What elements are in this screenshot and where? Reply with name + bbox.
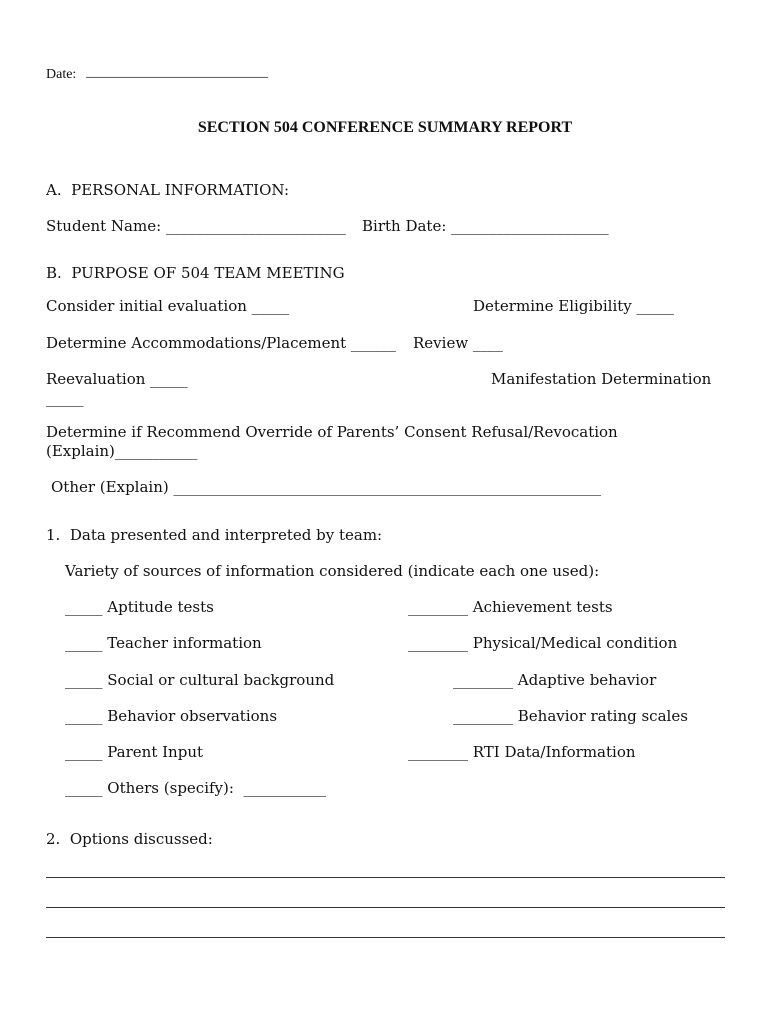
others-specify-check[interactable]: _____ Others (specify): ___________ xyxy=(65,779,326,797)
student-name-field[interactable]: Student Name: ________________________ xyxy=(46,217,346,235)
behavior-observations-check[interactable]: _____ Behavior observations xyxy=(65,707,278,725)
section-1-heading: 1. Data presented and interpreted by team: xyxy=(46,526,383,544)
behavior-rating-scales-check[interactable]: ________ Behavior rating scales xyxy=(453,707,688,725)
date-label: Date: xyxy=(46,67,77,82)
manifestation-blank[interactable]: _____ xyxy=(46,389,84,407)
options-line-2[interactable] xyxy=(46,907,725,908)
sources-intro: Variety of sources of information considered (indicate each one used): xyxy=(65,562,600,580)
section-2-heading: 2. Options discussed: xyxy=(46,830,213,848)
physical-medical-check[interactable]: ________ Physical/Medical condition xyxy=(408,634,678,652)
section-a-heading: A. PERSONAL INFORMATION: xyxy=(46,181,290,199)
adaptive-behavior-check[interactable]: ________ Adaptive behavior xyxy=(453,671,657,689)
override-option-line2[interactable]: (Explain)___________ xyxy=(46,442,198,460)
options-line-3[interactable] xyxy=(46,937,725,938)
options-line-1[interactable] xyxy=(46,877,725,878)
section-b-heading: B. PURPOSE OF 504 TEAM MEETING xyxy=(46,264,345,282)
aptitude-tests-check[interactable]: _____ Aptitude tests xyxy=(65,598,214,616)
teacher-information-check[interactable]: _____ Teacher information xyxy=(65,634,262,652)
parent-input-check[interactable]: _____ Parent Input xyxy=(65,743,204,761)
manifestation-option[interactable]: Manifestation Determination xyxy=(491,370,712,388)
rti-data-check[interactable]: ________ RTI Data/Information xyxy=(408,743,636,761)
page-title: SECTION 504 CONFERENCE SUMMARY REPORT xyxy=(197,119,573,136)
accommodations-option[interactable]: Determine Accommodations/Placement ______ xyxy=(46,334,396,352)
initial-evaluation-option[interactable]: Consider initial evaluation _____ xyxy=(46,297,290,315)
eligibility-option[interactable]: Determine Eligibility _____ xyxy=(473,297,675,315)
date-field[interactable]: __________________________ xyxy=(86,65,268,80)
other-explain-field[interactable]: Other (Explain) _________________________________________________________ xyxy=(51,478,601,496)
override-option-line1[interactable]: Determine if Recommend Override of Parents’ Consent Refusal/Revocation xyxy=(46,423,618,441)
review-option[interactable]: Review ____ xyxy=(413,334,503,352)
achievement-tests-check[interactable]: ________ Achievement tests xyxy=(408,598,613,616)
birth-date-field[interactable]: Birth Date: _____________________ xyxy=(362,217,609,235)
reevaluation-option[interactable]: Reevaluation _____ xyxy=(46,370,188,388)
social-cultural-check[interactable]: _____ Social or cultural background xyxy=(65,671,335,689)
